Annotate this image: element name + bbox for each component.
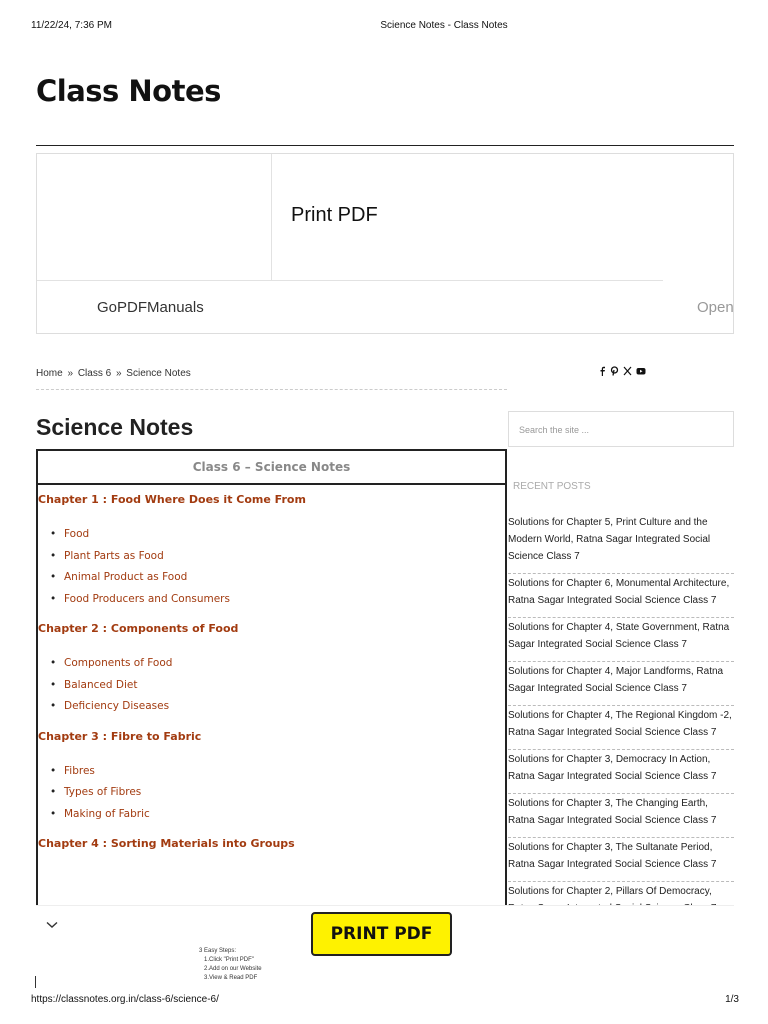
divider xyxy=(37,280,663,281)
notes-box xyxy=(36,449,507,909)
chapter-heading[interactable]: Chapter 2 : Components of Food xyxy=(38,622,239,635)
topic-list xyxy=(50,524,505,610)
x-icon[interactable] xyxy=(623,366,632,379)
divider xyxy=(35,976,36,988)
recent-post-link[interactable]: Solutions for Chapter 3, The Sultanate Period, Ratna Sagar Integrated Social Science Class 7 xyxy=(508,839,734,882)
chapter-heading[interactable]: Chapter 4 : Sorting Materials into Groups xyxy=(38,837,295,850)
ad-brand: GoPDFManuals xyxy=(97,299,204,316)
breadcrumb-separator: » xyxy=(115,368,122,379)
ad-image-placeholder xyxy=(37,154,272,281)
topic-list xyxy=(50,761,505,826)
list-item[interactable]: • Types of Fibres xyxy=(50,782,505,804)
recent-post-link[interactable]: Solutions for Chapter 4, The Regional Kingdom -2, Ratna Sagar Integrated Social Science Class 7 xyxy=(508,707,734,750)
breadcrumb xyxy=(36,368,191,379)
recent-post-link[interactable]: Solutions for Chapter 5, Print Culture and the Modern World, Ratna Sagar Integrated Social Science Class 7 xyxy=(508,514,734,574)
page-title: Science Notes xyxy=(36,414,194,440)
recent-post-link[interactable]: Solutions for Chapter 3, Democracy In Action, Ratna Sagar Integrated Social Science Class 7 xyxy=(508,751,734,794)
recent-post-link[interactable]: Solutions for Chapter 3, The Changing Earth, Ratna Sagar Integrated Social Science Class 7 xyxy=(508,795,734,838)
steps-title: 3 Easy Steps: xyxy=(199,948,237,954)
chevron-down-icon[interactable] xyxy=(46,918,58,932)
recent-post-link[interactable]: Solutions for Chapter 6, Monumental Architecture, Ratna Sagar Integrated Social Science Class 7 xyxy=(508,575,734,618)
page-url: https://classnotes.org.in/class-6/science-6/ xyxy=(31,994,219,1005)
recent-post-link[interactable]: Solutions for Chapter 4, State Government, Ratna Sagar Integrated Social Science Class 7 xyxy=(508,619,734,662)
divider xyxy=(36,145,734,146)
recent-post-link[interactable]: Solutions for Chapter 2, Pillars Of Democracy, xyxy=(508,883,734,926)
list-item[interactable]: • Fibres xyxy=(50,761,505,783)
step-item: 3.View & Read PDF xyxy=(204,975,258,981)
facebook-icon[interactable] xyxy=(598,366,606,379)
list-item[interactable]: • Plant Parts as Food xyxy=(50,546,505,568)
breadcrumb-class[interactable]: Class 6 xyxy=(77,368,112,379)
divider xyxy=(36,389,507,390)
recent-posts-heading: RECENT POSTS xyxy=(513,481,591,492)
list-item[interactable]: • Deficiency Diseases xyxy=(50,696,505,718)
step-item: 1.Click "Print PDF" xyxy=(204,957,254,963)
print-timestamp: 11/22/24, 7:36 PM xyxy=(31,20,112,31)
recent-posts-list xyxy=(508,514,734,927)
breadcrumb-home[interactable]: Home xyxy=(36,368,63,379)
notes-box-title: Class 6 – Science Notes xyxy=(38,451,505,485)
topic-list xyxy=(50,653,505,718)
recent-post-link[interactable]: Solutions for Chapter 4, Major Landforms, Ratna Sagar Integrated Social Science Class 7 xyxy=(508,663,734,706)
list-item[interactable]: • Making of Fabric xyxy=(50,804,505,826)
print-page-title: Science Notes - Class Notes xyxy=(380,20,508,31)
chapter-heading[interactable]: Chapter 1 : Food Where Does it Come From xyxy=(38,493,306,506)
search-input[interactable]: Search the site ... xyxy=(508,411,734,447)
ad-headline[interactable]: Print PDF xyxy=(291,204,378,226)
pinterest-icon[interactable] xyxy=(610,366,619,379)
page-number: 1/3 xyxy=(725,994,739,1005)
list-item[interactable]: • Food Producers and Consumers xyxy=(50,589,505,611)
print-footer xyxy=(31,994,739,1005)
breadcrumb-separator: » xyxy=(67,368,74,379)
ad-open-button[interactable]: Open xyxy=(697,299,734,316)
social-links xyxy=(598,366,646,379)
chapter-heading[interactable]: Chapter 3 : Fibre to Fabric xyxy=(38,729,202,743)
list-item[interactable]: • Components of Food xyxy=(50,653,505,675)
step-item: 2.Add on our Website xyxy=(204,966,262,972)
ad-banner[interactable] xyxy=(36,153,734,334)
list-item[interactable]: • Food xyxy=(50,524,505,546)
breadcrumb-current: Science Notes xyxy=(126,368,191,379)
ad-steps xyxy=(199,947,262,983)
print-pdf-button[interactable]: PRINT PDF xyxy=(311,912,452,956)
list-item[interactable]: • Animal Product as Food xyxy=(50,567,505,589)
list-item[interactable]: • Balanced Diet xyxy=(50,675,505,697)
site-title[interactable]: Class Notes xyxy=(36,74,221,108)
youtube-icon[interactable] xyxy=(636,366,646,379)
